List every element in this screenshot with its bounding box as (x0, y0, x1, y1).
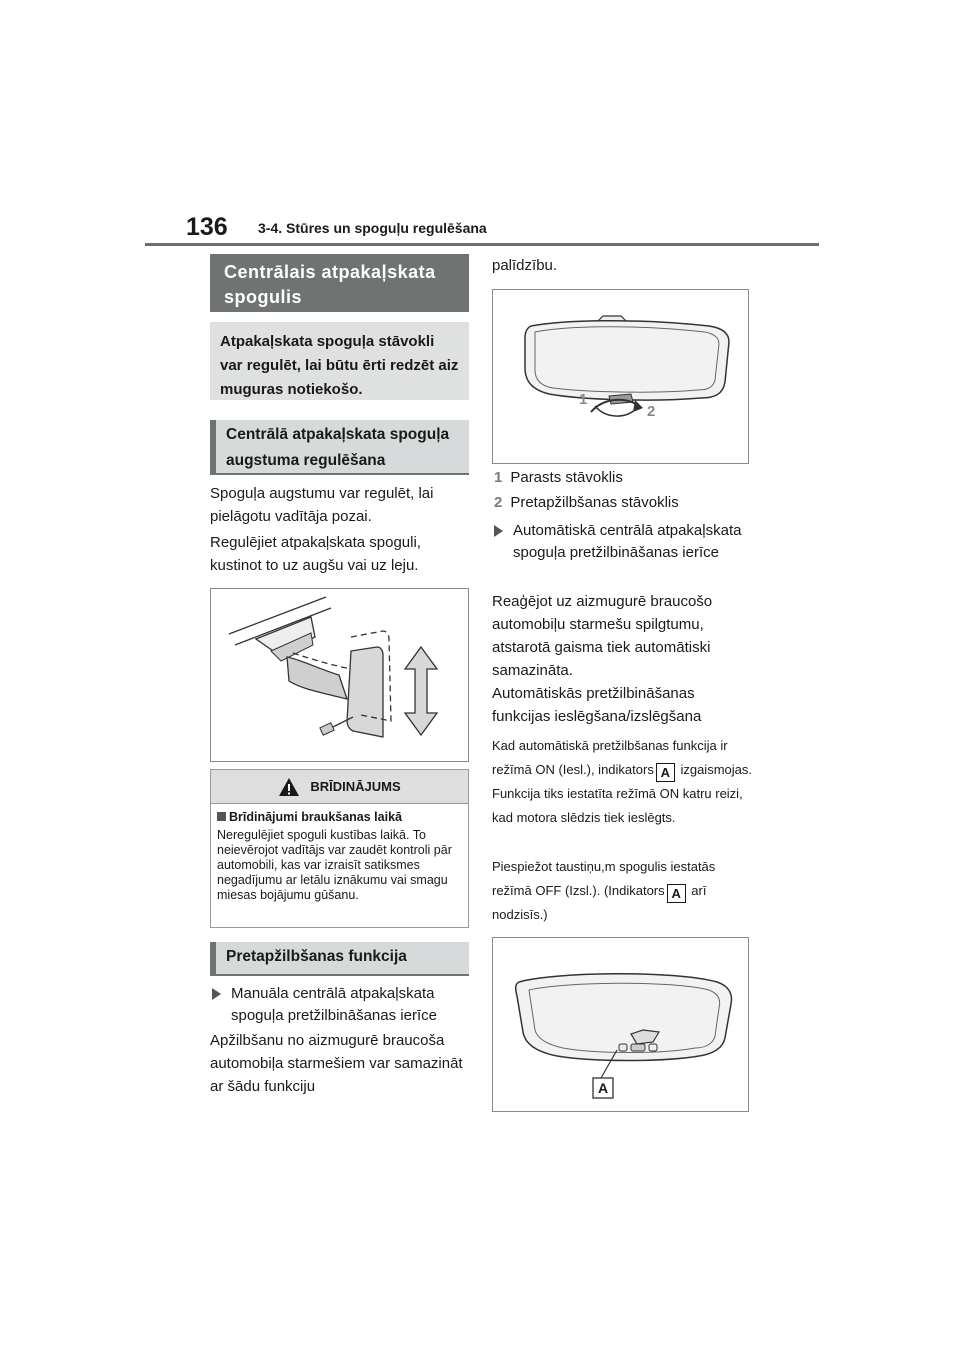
list-item-normal (494, 467, 750, 489)
paragraph-reaction: Reaģējot uz aizmugurē braucošo automobiļu starmešu spilgtumu, atstarotā gaisma tiek automātiski samazināta. (492, 593, 713, 679)
list-text-2: Pretapžilbšanas stāvoklis (510, 494, 679, 511)
figure-mirror-tilt (492, 289, 749, 464)
page-number: 136 (186, 213, 228, 241)
arrow-bullet-icon (494, 525, 503, 537)
header-rule (145, 243, 819, 246)
note-on-after: izgaismojas. Funkcija tiks iestatīta režīmā ON katru reizi, kad motora slēdzis tiek ieslēgts. (492, 762, 752, 825)
subheading-anti-glare: Pretapžilbšanas funkcija (210, 942, 469, 976)
paragraph-height: Spoguļa augstumu var regulēt, lai pielāgotu vadītāja pozai. (210, 485, 434, 525)
warning-triangle-icon (278, 777, 300, 797)
note-on-before: Kad automātiskā pretžilbšanas funkcija ir režīmā ON (Iesl.), indikators (492, 738, 728, 777)
subheading-height-adjust: Centrālā atpakaļskata spoguļa augstuma regulēšana (210, 420, 469, 475)
bullet-automatic-text: Automātiskā centrālā atpakaļskata spoguļa pretžilbināšanas ierīce (513, 522, 742, 561)
paragraph-anti-glare: Apžilbšanu no aizmugurē braucoša automobiļa starmešiem var samazināt ar šādu funkciju (210, 1032, 463, 1095)
note-off-after: arī nodzisīs.) (492, 883, 707, 922)
list-item-anti-glare (494, 492, 750, 514)
paragraph-continuation: palīdzību. (492, 257, 558, 274)
figure-auto-mirror (492, 937, 749, 1112)
intro-box: Atpakaļskata spoguļa stāvokli var regulēt, lai būtu ērti redzēt aiz muguras notiekošo. (210, 322, 469, 400)
callout-a-badge: A (667, 884, 686, 903)
warning-subtitle-row (211, 804, 468, 824)
paragraph-adjust: Regulējiet atpakaļskata spoguli, kustinot to uz augšu vai uz leju. (210, 534, 421, 574)
note-indicator-off (492, 855, 752, 927)
bullet-manual (212, 983, 469, 1027)
square-bullet-icon (217, 812, 226, 821)
list-number-2: 2 (494, 494, 503, 511)
section-title: 3-4. Stūres un spoguļu regulēšana (258, 220, 487, 236)
list-number-1: 1 (494, 469, 503, 486)
paragraph-on-off: Automātiskās pretžilbināšanas funkcijas ieslēgšana/izslēgšana (492, 685, 702, 725)
warning-header (211, 770, 468, 804)
auto-mirror-illustration (493, 938, 748, 1111)
note-indicator-on (492, 734, 752, 830)
figure-label-2: 2 (647, 403, 656, 420)
bullet-manual-text: Manuāla centrālā atpakaļskata spoguļa pretžilbināšanas ierīce (231, 985, 437, 1024)
figure-callout-a: A (597, 1080, 609, 1096)
figure-label-1: 1 (579, 391, 588, 408)
arrow-bullet-icon (212, 988, 221, 1000)
list-text-1: Parasts stāvoklis (510, 469, 623, 486)
note-off-before: Piespiežot taustiņu,m spogulis iestatās režīmā OFF (Izsl.). (Indikators (492, 859, 716, 898)
mirror-height-illustration (211, 589, 468, 761)
callout-a-badge: A (656, 763, 675, 782)
figure-mirror-height (210, 588, 469, 762)
mirror-tilt-illustration (493, 290, 748, 463)
warning-box (210, 769, 469, 928)
warning-text: Neregulējiet spoguli kustības laikā. To neievērojot vadītājs var zaudēt kontroli pār automobili, kas var izraisīt satiksmes negadījumu ar letālu iznākumu vai smagu miesas bojājumu gūšanu. (217, 828, 452, 902)
warning-subtitle: Brīdinājumi braukšanas laikā (229, 810, 402, 824)
bullet-automatic (494, 520, 750, 564)
main-heading: Centrālais atpakaļskata spogulis (210, 254, 469, 312)
warning-title: BRĪDINĀJUMS (310, 779, 401, 794)
